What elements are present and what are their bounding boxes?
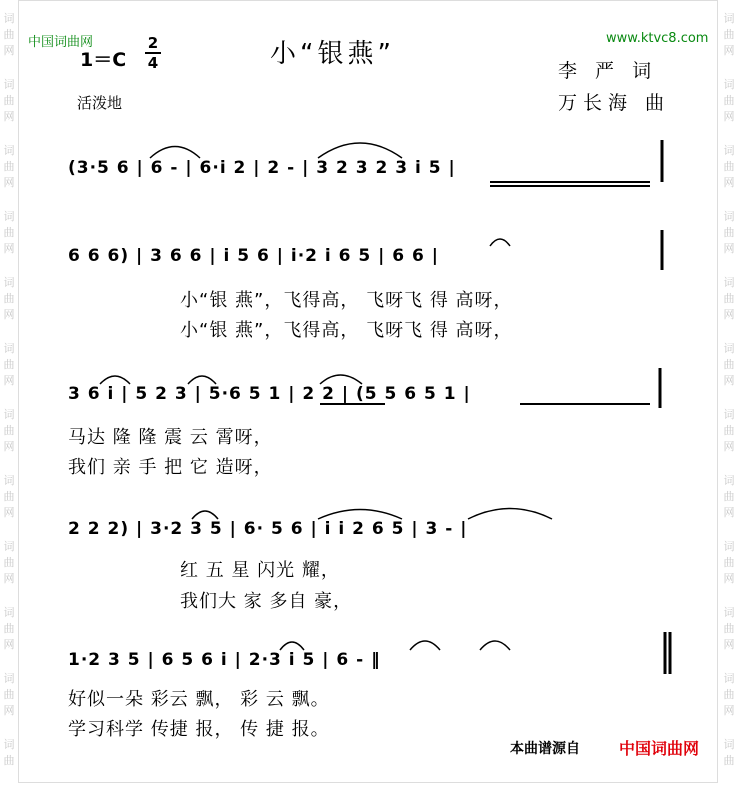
watermark-side-mark: 词	[723, 342, 735, 355]
watermark-side-mark: 曲	[3, 160, 15, 173]
watermark-side-mark: 曲	[3, 292, 15, 305]
watermark-side-mark: 网	[723, 44, 735, 57]
watermark-side-mark: 网	[723, 572, 735, 585]
score-line-3: 3 6 i | 5 2 3 | 5·6 5 1 | 2 2 | (5 5 6 5 1 |	[68, 384, 471, 404]
watermark-side-mark: 曲	[3, 688, 15, 701]
watermark-side-mark: 词	[3, 276, 15, 289]
tempo-marking: 活泼地	[77, 94, 123, 112]
slur-mark	[192, 511, 218, 519]
watermark-side-mark: 网	[3, 110, 15, 123]
watermark-side-mark: 网	[3, 242, 15, 255]
lyric-verse2-line4: 学习科学 传捷 报， 传 捷 报。	[68, 719, 330, 740]
watermark-side-mark: 网	[723, 374, 735, 387]
watermark-side-mark: 网	[723, 638, 735, 651]
watermark-side-mark: 网	[723, 440, 735, 453]
lyric-verse2-line3: 我们大 家 多自 豪，	[180, 591, 353, 612]
watermark-side-mark: 曲	[723, 226, 735, 239]
time-signature-top: 2	[147, 34, 159, 52]
lyric-verse1-line3: 红 五 星 闪光 耀，	[180, 560, 340, 581]
watermark-side-mark: 词	[3, 342, 15, 355]
watermark-side-mark: 曲	[3, 754, 15, 767]
watermark-side-mark: 曲	[3, 226, 15, 239]
watermark-side-mark: 曲	[723, 754, 735, 767]
watermark-side-mark: 网	[3, 308, 15, 321]
watermark-side-mark: 曲	[3, 28, 15, 41]
score-line-1: (3·5 6 | 6 - | 6·i 2 | 2 - | 3 2 3 2 3 i 5 |	[68, 158, 456, 178]
watermark-side-mark: 网	[723, 110, 735, 123]
watermark-side-mark: 曲	[723, 160, 735, 173]
score-line-4: 2 2 2) | 3·2 3 5 | 6· 5 6 | i i 2 6 5 | 3 - |	[68, 519, 468, 539]
slur-mark	[150, 147, 200, 159]
slur-mark	[320, 375, 362, 384]
watermark-side-mark: 词	[723, 210, 735, 223]
watermark-side-mark: 网	[3, 374, 15, 387]
key-signature: 1＝C	[80, 49, 127, 71]
slur-mark	[490, 239, 510, 246]
watermark-side-mark: 词	[3, 672, 15, 685]
lyric-verse2-line2: 我们 亲 手 把 它 造呀，	[68, 457, 273, 478]
watermark-side-mark: 网	[3, 440, 15, 453]
slur-mark	[480, 641, 510, 650]
watermark-side-mark: 网	[723, 308, 735, 321]
watermark-side-mark: 词	[3, 144, 15, 157]
barlines	[660, 140, 670, 674]
watermark-side-mark: 词	[723, 474, 735, 487]
watermark-side-mark: 网	[723, 506, 735, 519]
watermark-side-mark: 网	[3, 572, 15, 585]
watermark-side-mark: 曲	[3, 490, 15, 503]
score-line-5: 1·2 3 5 | 6 5 6 i | 2·3 i 5 | 6 - ‖	[68, 650, 381, 670]
source-note: 本曲谱源自	[510, 741, 580, 757]
watermark-side-mark: 网	[723, 704, 735, 717]
score-line-2: 6 6 6) | 3 6 6 | i 5 6 | i·2 i 6 5 | 6 6 |	[68, 246, 439, 266]
slur-mark	[318, 510, 402, 520]
watermark-side-mark: 词	[723, 540, 735, 553]
song-title: 小“银燕”	[270, 39, 395, 69]
watermark-side-mark: 词	[723, 12, 735, 25]
lyricist-credit: 李 严 词	[558, 60, 658, 82]
watermark-side-mark: 网	[723, 242, 735, 255]
watermark-side-mark: 曲	[3, 622, 15, 635]
watermark-side-mark: 曲	[723, 424, 735, 437]
watermark-side-mark: 词	[723, 606, 735, 619]
lyric-verse1-line2: 马达 隆 隆 震 云 霄呀，	[68, 427, 273, 448]
slur-mark	[188, 376, 216, 384]
watermark-side-mark: 曲	[3, 94, 15, 107]
source-brand: 中国词曲网	[619, 739, 700, 758]
lyric-verse2-line1: 小“银 燕”，飞得高， 飞呀飞 得 高呀，	[180, 320, 513, 341]
watermark-side-mark: 曲	[723, 28, 735, 41]
slur-mark	[318, 143, 402, 158]
composer-credit: 万长海 曲	[558, 92, 671, 114]
watermark-side-mark: 曲	[723, 94, 735, 107]
slur-mark	[280, 642, 304, 650]
watermark-side-mark: 曲	[3, 424, 15, 437]
watermark-side-mark: 词	[723, 144, 735, 157]
watermark-side-mark: 网	[3, 638, 15, 651]
watermark-side-mark: 词	[723, 408, 735, 421]
watermark-side-mark: 词	[3, 12, 15, 25]
lyric-verse1-line1: 小“银 燕”，飞得高， 飞呀飞 得 高呀，	[180, 290, 513, 311]
watermark-side-mark: 曲	[3, 358, 15, 371]
watermark-side-mark: 词	[3, 738, 15, 751]
watermark-side-mark: 词	[3, 210, 15, 223]
watermark-side-mark: 词	[3, 78, 15, 91]
slur-mark	[410, 641, 440, 650]
watermark-side-mark: 曲	[723, 292, 735, 305]
watermark-side-mark: 曲	[723, 622, 735, 635]
lyric-verse1-line4: 好似一朵 彩云 飘， 彩 云 飘。	[68, 689, 330, 710]
time-signature-bottom: 4	[147, 54, 159, 72]
watermark-side-mark: 网	[723, 176, 735, 189]
watermark-site-name: 中国词曲网	[28, 35, 94, 50]
watermark-side-mark: 词	[723, 672, 735, 685]
watermark-site-url: www.ktvc8.com	[606, 31, 709, 46]
watermark-side-mark: 曲	[723, 358, 735, 371]
slur-mark	[468, 509, 552, 520]
watermark-side-mark: 曲	[3, 556, 15, 569]
watermark-side-mark: 曲	[723, 688, 735, 701]
slur-marks	[100, 143, 552, 650]
watermark-side-mark: 网	[3, 176, 15, 189]
watermark-side-mark: 网	[3, 506, 15, 519]
watermark-side-mark: 词	[723, 78, 735, 91]
beam-marks	[320, 182, 650, 404]
watermark-side-mark: 词	[3, 540, 15, 553]
watermark-side-mark: 词	[3, 606, 15, 619]
watermark-side-mark: 词	[723, 738, 735, 751]
watermark-side-mark: 曲	[723, 490, 735, 503]
watermark-side-mark: 词	[3, 474, 15, 487]
watermark-side-mark: 网	[3, 44, 15, 57]
watermark-side-mark: 词	[3, 408, 15, 421]
watermark-side-mark: 曲	[723, 556, 735, 569]
slur-mark	[100, 376, 130, 384]
watermark-side-mark: 词	[723, 276, 735, 289]
watermark-side-mark: 网	[3, 704, 15, 717]
